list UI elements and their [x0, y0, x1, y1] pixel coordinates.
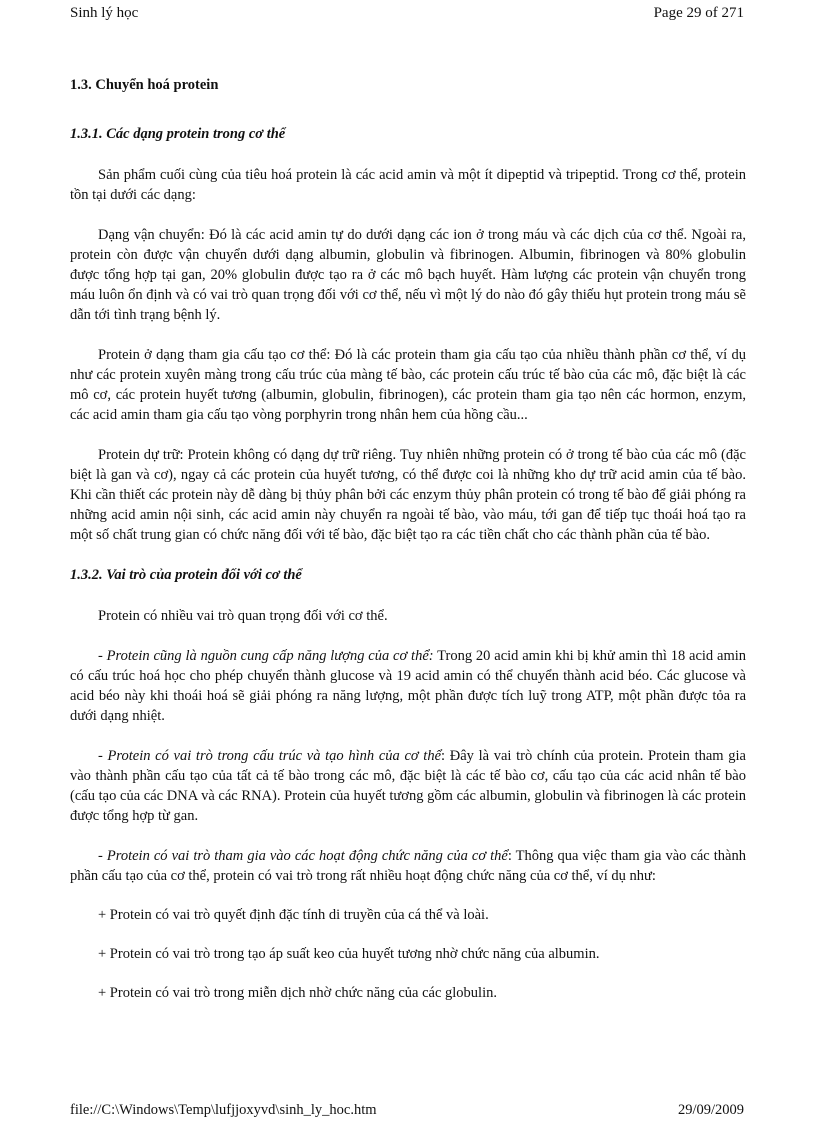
- list-item: + Protein có vai trò quyết định đặc tính di truyền của cá thể và loài.: [98, 907, 489, 923]
- paragraph: [70, 846, 746, 886]
- paragraph: Protein ở dạng tham gia cấu tạo cơ thể: Đó là các protein tham gia cấu tạo của nhiều thành phần cơ thể, ví dụ như các protein xuyên màng trong cấu trúc của màng tế bào, các protein cấu trúc tế bào của các mô, đặc biệt là các mô cơ, các protein huyết tương (albumin, globulin, fibrinogen), các protein tham gia tạo nên các hormon, enzym, các acid amin tham gia cấu tạo vòng porphyrin trong nhân hem của hồng cầu...: [70, 347, 746, 423]
- paragraph: [70, 646, 746, 726]
- section-heading: 1.3. Chuyển hoá protein: [70, 77, 219, 93]
- paragraph: Sản phẩm cuối cùng của tiêu hoá protein là các acid amin và một ít dipeptid và tripeptid. Trong cơ thể, protein tồn tại dưới các dạng:: [70, 167, 746, 203]
- paragraph-lead: - Protein có vai trò tham gia vào các hoạt động chức năng của cơ thể: [98, 848, 508, 864]
- print-date: 29/09/2009: [677, 1102, 744, 1118]
- file-path: file://C:\Windows\Temp\lufjjoxyvd\sinh_ly_hoc.htm: [70, 1102, 377, 1118]
- list-item: + Protein có vai trò trong tạo áp suất keo của huyết tương nhờ chức năng của albumin.: [98, 946, 600, 962]
- paragraph-text: : Đây là vai trò chính của protein. Protein tham gia vào thành phần cấu tạo của tất cả tế bào trong các mô, đặc biệt là các tế bào cơ, cấu tạo của các acid nhân tế bào (cấu tạo của các DNA và các RNA). Protein của huyết tương gồm các albumin, globulin và fibrinogen là các protein được tổng hợp từ gan.: [70, 748, 746, 824]
- paragraph: Protein có nhiều vai trò quan trọng đối với cơ thể.: [98, 608, 388, 624]
- subsection-heading-1: 1.3.1. Các dạng protein trong cơ thể: [70, 126, 286, 142]
- paragraph-lead: - Protein có vai trò trong cấu trúc và tạo hình của cơ thể: [98, 748, 442, 764]
- paragraph-text: : Thông qua việc tham gia vào các thành phần cấu tạo của cơ thể, protein có vai trò trong rất nhiều hoạt động chức năng của cơ thể, ví dụ như:: [70, 848, 746, 884]
- list-item: + Protein có vai trò trong miễn dịch nhờ chức năng của các globulin.: [98, 985, 497, 1001]
- subsection-heading-2: 1.3.2. Vai trò của protein đối với cơ thể: [70, 567, 302, 583]
- page-number: Page 29 of 271: [653, 5, 744, 21]
- header-title: Sinh lý học: [70, 5, 139, 21]
- document-body: [70, 70, 746, 1003]
- paragraph: Protein dự trữ: Protein không có dạng dự trữ riêng. Tuy nhiên những protein có ở trong tế bào của các mô (đặc biệt là gan và cơ), ngay cả các protein của huyết tương, có thể được coi là những kho dự trữ acid amin của tế bào. Khi cần thiết các protein này dễ dàng bị thủy phân bởi các enzym thủy phân protein có trong tế bào để giải phóng ra những acid amin nội sinh, các acid amin này chuyển ra ngoài tế bào, vào máu, tới gan để tiếp tục thoái hoá tạo ra một số chất trung gian có chức năng đối với tế bào, đặc biệt tạo ra các tiền chất cho các thành phần của tế bào.: [70, 447, 746, 543]
- paragraph: [70, 746, 746, 826]
- paragraph-lead: - Protein cũng là nguồn cung cấp năng lượng của cơ thể:: [98, 648, 434, 664]
- paragraph: Dạng vận chuyển: Đó là các acid amin tự do dưới dạng các ion ở trong máu và các dịch của cơ thể. Ngoài ra, protein còn được vận chuyển dưới dạng albumin, globulin và fibrinogen. Albumin, fibrinogen và 80% globulin được tổng hợp tại gan, 20% globulin được tạo ra ở các mô bạch huyết. Hàm lượng các protein vận chuyển trong máu luôn ổn định và có vai trò quan trọng đối với cơ thể, nếu vì một lý do nào đó gây thiếu hụt protein trong máu sẽ dẫn tới tình trạng bệnh lý.: [70, 227, 746, 323]
- paragraph-text: Trong 20 acid amin khi bị khử amin thì 18 acid amin có cấu trúc hoá học cho phép chuyển thành glucose và 19 acid amin có thể chuyển thành acid béo. Các glucose và acid béo này khi thoái hoá sẽ giải phóng ra năng lượng, một phần được tích luỹ trong ATP, một phần được tỏa ra dưới dạng nhiệt.: [70, 648, 747, 724]
